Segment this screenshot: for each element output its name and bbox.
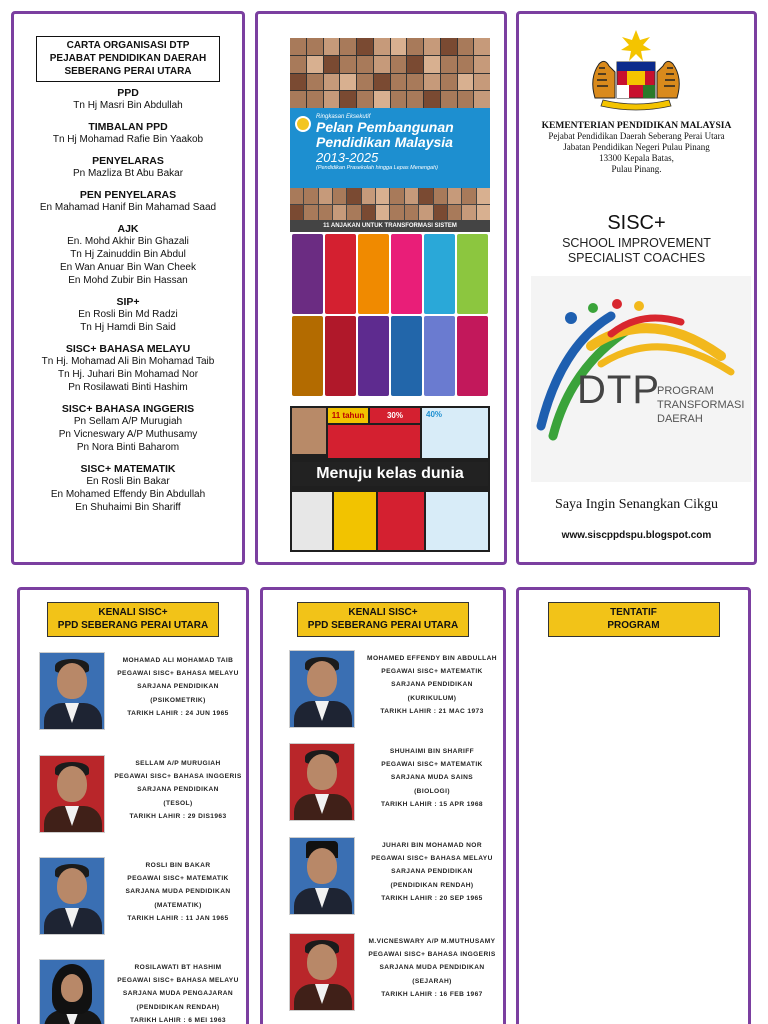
tentatif-header: TENTATIF PROGRAM xyxy=(548,602,720,637)
transformation-tile xyxy=(358,316,389,396)
staff-info-line: TARIKH LAHIR : 16 FEB 1967 xyxy=(381,990,483,998)
staff-info-line: (PENDIDIKAN RENDAH) xyxy=(136,1003,220,1011)
student-face-thumb xyxy=(304,205,317,221)
org-member-name: Tn Hj. Juhari Bin Mohamad Nor xyxy=(57,369,199,380)
student-face-thumb xyxy=(448,205,461,221)
staff-profile xyxy=(263,650,503,730)
student-face-thumb xyxy=(307,56,323,73)
transformation-tile xyxy=(424,316,455,396)
staff-info-line: TARIKH LAHIR : 20 SEP 1965 xyxy=(381,894,483,902)
stat-percent-2: 40% xyxy=(422,408,488,458)
student-face-thumb xyxy=(391,38,407,55)
photo-face xyxy=(307,754,337,790)
org-role-title: PENYELARAS xyxy=(92,155,164,167)
org-member-name: En Wan Anuar Bin Wan Cheek xyxy=(60,262,196,273)
staff-info-line: ROSLI BIN BAKAR xyxy=(145,862,211,869)
org-role-title: SISC+ MATEMATIK xyxy=(80,463,176,475)
staff-photo xyxy=(39,755,105,833)
student-face-thumb xyxy=(376,188,389,204)
student-face-thumb xyxy=(374,56,390,73)
tagline: Saya Ingin Senangkan Cikgu xyxy=(555,497,718,512)
staff-photo xyxy=(39,857,105,935)
kenali-header: KENALI SISC+ PPD SEBERANG PERAI UTARA xyxy=(297,602,469,637)
student-face-thumb xyxy=(319,205,332,221)
photo-face xyxy=(61,974,83,1002)
staff-info-line: PEGAWAI SISC+ MATEMATIK xyxy=(381,668,483,676)
student-face-thumb xyxy=(391,91,407,108)
student-face-thumb xyxy=(474,56,490,73)
staff-info-line: JUHARI BIN MOHAMAD NOR xyxy=(381,842,482,849)
student-face-thumb xyxy=(424,91,440,108)
staff-info-line: TARIKH LAHIR : 6 MEI 1963 xyxy=(130,1016,226,1024)
student-face-thumb xyxy=(374,74,390,91)
student-face-thumb xyxy=(441,56,457,73)
staff-info-line: MOHAMAD ALI MOHAMAD TAIB xyxy=(122,657,234,664)
staff-info-line: SARJANA PENDIDIKAN xyxy=(391,868,473,876)
staff-photo xyxy=(289,650,355,728)
staff-photo xyxy=(39,959,105,1024)
staff-profile xyxy=(20,652,246,732)
student-face-thumb xyxy=(434,188,447,204)
transformation-tile xyxy=(391,316,422,396)
student-face-thumb xyxy=(458,56,474,73)
student-face-thumb xyxy=(458,74,474,91)
student-face-thumb xyxy=(362,205,375,221)
staff-info-line: SARJANA MUDA PENDIDIKAN xyxy=(125,888,231,896)
staff-info-line: SHUHAIMI BIN SHARIFF xyxy=(389,748,475,755)
student-face-thumb xyxy=(441,91,457,108)
minister-photo xyxy=(292,408,326,454)
transformation-tile xyxy=(325,316,356,396)
staff-info-line: PEGAWAI SISC+ MATEMATIK xyxy=(127,875,229,883)
org-member-name: En Shuhaimi Bin Shariff xyxy=(75,502,181,513)
staff-info-line: SARJANA PENDIDIKAN xyxy=(137,683,219,691)
org-member-name: Pn Rosilawati Binti Hashim xyxy=(68,382,188,393)
org-member-name: Pn Sellam A/P Murugiah xyxy=(73,416,183,427)
photo-face xyxy=(307,661,337,697)
student-face-thumb xyxy=(347,205,360,221)
staff-info-line: (PENDIDIKAN RENDAH) xyxy=(390,881,474,889)
student-face-thumb xyxy=(290,56,306,73)
student-face-thumb xyxy=(407,74,423,91)
org-member-name: Tn Hj Zainuddin Bin Abdul xyxy=(70,249,186,260)
student-face-thumb xyxy=(419,205,432,221)
student-faces-collage xyxy=(290,38,490,108)
photo-face xyxy=(307,944,337,980)
staff-info-line: (MATEMATIK) xyxy=(154,901,202,909)
org-member-name: En Rosli Bin Md Radzi xyxy=(78,309,178,320)
staff-info-line: (SEJARAH) xyxy=(412,977,452,985)
staff-info xyxy=(359,839,505,905)
org-member-name: Pn Vicneswary A/P Muthusamy xyxy=(58,429,198,440)
student-face-thumb xyxy=(474,74,490,91)
student-face-thumb xyxy=(304,188,317,204)
staff-info-line: PEGAWAI SISC+ BAHASA MELAYU xyxy=(117,977,239,985)
student-face-thumb xyxy=(307,91,323,108)
student-face-thumb xyxy=(424,74,440,91)
dtp-program-text: PROGRAM TRANSFORMASI DAERAH xyxy=(657,385,745,425)
dtp-logo-icon xyxy=(531,276,751,482)
student-face-thumb xyxy=(474,38,490,55)
transformation-tile xyxy=(391,234,422,314)
staff-info xyxy=(359,935,505,1001)
staff-info xyxy=(110,961,246,1024)
staff-photo xyxy=(289,933,355,1011)
org-chart-panel xyxy=(11,11,245,565)
student-face-thumb xyxy=(477,205,490,221)
stat-red-box xyxy=(328,425,420,458)
staff-info-line: TARIKH LAHIR : 21 MAC 1973 xyxy=(380,707,484,715)
ministry-logo-icon xyxy=(295,116,311,132)
poster-headline: Menuju kelas dunia xyxy=(292,462,488,486)
student-face-thumb xyxy=(458,38,474,55)
blog-url: www.siscppdspu.blogspot.com xyxy=(561,530,712,541)
student-face-thumb xyxy=(441,38,457,55)
org-member-name: Pn Nora Binti Baharom xyxy=(76,442,180,453)
staff-info-line: MOHAMED EFFENDY BIN ABDULLAH xyxy=(367,655,497,662)
student-face-thumb xyxy=(462,205,475,221)
kenali-sisc-panel-left xyxy=(17,587,249,1024)
staff-profile xyxy=(263,933,503,1013)
stat-box-b xyxy=(334,492,376,550)
staff-photo xyxy=(289,837,355,915)
student-face-thumb xyxy=(474,91,490,108)
student-face-thumb xyxy=(324,56,340,73)
transformation-tile xyxy=(292,316,323,396)
org-member-name: En Mohd Zubir Bin Hassan xyxy=(68,275,188,286)
student-face-thumb xyxy=(340,91,356,108)
student-face-thumb xyxy=(357,38,373,55)
org-member-name: En Mohamed Effendy Bin Abdullah xyxy=(50,489,206,500)
staff-info xyxy=(110,654,246,720)
staff-info xyxy=(359,652,505,718)
transformation-tile xyxy=(424,234,455,314)
kenali-sisc-panel-right xyxy=(260,587,506,1024)
student-face-thumb xyxy=(419,188,432,204)
student-face-thumb xyxy=(407,38,423,55)
staff-profile xyxy=(263,837,503,917)
student-face-thumb xyxy=(333,188,346,204)
stat-box-c xyxy=(378,492,424,550)
student-face-thumb xyxy=(290,91,306,108)
org-chart-title: CARTA ORGANISASI DTP PEJABAT PENDIDIKAN DAERAH SEBERANG PERAI UTARA xyxy=(36,36,220,82)
student-face-thumb xyxy=(357,91,373,108)
student-face-thumb xyxy=(407,56,423,73)
staff-info-line: TARIKH LAHIR : 29 DIS1963 xyxy=(129,812,227,820)
org-role-title: TIMBALAN PPD xyxy=(88,121,168,133)
org-role-title: SISC+ BAHASA MELAYU xyxy=(65,343,191,355)
staff-profile xyxy=(20,857,246,937)
staff-info-line: TARIKH LAHIR : 11 JAN 1965 xyxy=(127,914,229,922)
student-face-thumb xyxy=(448,188,461,204)
transformation-tile xyxy=(457,316,488,396)
tiles-header: 11 ANJAKAN UNTUK TRANSFORMASI SISTEM xyxy=(290,220,490,232)
org-role-title: AJK xyxy=(117,223,139,235)
student-face-thumb xyxy=(424,38,440,55)
org-role-title: SIP+ xyxy=(116,296,140,308)
transformation-tiles xyxy=(290,232,490,398)
staff-info xyxy=(359,745,505,811)
student-face-thumb xyxy=(290,188,303,204)
org-role-title: PPD xyxy=(117,87,139,99)
staff-photo xyxy=(39,652,105,730)
student-face-thumb xyxy=(407,91,423,108)
staff-info-line: SARJANA MUDA PENGAJARAN xyxy=(122,990,234,998)
staff-info xyxy=(110,859,246,925)
student-face-thumb xyxy=(376,205,389,221)
stat-box-a xyxy=(292,492,332,550)
student-face-thumb xyxy=(307,74,323,91)
staff-photo xyxy=(289,743,355,821)
staff-profile xyxy=(20,959,246,1024)
staff-info-line: TARIKH LAHIR : 15 APR 1968 xyxy=(381,800,483,808)
student-face-thumb xyxy=(319,188,332,204)
student-face-thumb xyxy=(462,188,475,204)
student-face-thumb xyxy=(290,74,306,91)
pppm-poster xyxy=(290,38,490,548)
photo-face xyxy=(57,663,87,699)
org-member-name: En Rosli Bin Bakar xyxy=(86,476,170,487)
staff-info-line: (PSIKOMETRIK) xyxy=(150,696,206,704)
org-member-name: Tn Hj Masri Bin Abdullah xyxy=(73,100,183,111)
stat-years: 11 tahun xyxy=(328,408,368,423)
poster-stats-block xyxy=(290,406,490,552)
staff-info-line: SARJANA PENDIDIKAN xyxy=(137,786,219,794)
staff-info-line: M.VICNESWARY A/P M.MUTHUSAMY xyxy=(368,938,496,945)
ministry-address: KEMENTERIAN PENDIDIKAN MALAYSIA Pejabat Pendidikan Daerah Seberang Perai Utara Jabatan Pendidikan Negeri Pulau Pinang 13300 Kepala Batas, Pulau Pinang. xyxy=(541,121,732,174)
transformation-tile xyxy=(292,234,323,314)
staff-info-line: SELLAM A/P MURUGIAH xyxy=(135,760,221,767)
student-face-thumb xyxy=(324,74,340,91)
malaysia-coat-of-arms-icon xyxy=(581,28,691,114)
student-face-thumb xyxy=(405,188,418,204)
staff-info-line: PEGAWAI SISC+ BAHASA INGGERIS xyxy=(368,951,496,959)
student-face-thumb xyxy=(340,56,356,73)
pppm-poster-panel xyxy=(255,11,507,565)
staff-info-line: SARJANA MUDA SAINS xyxy=(390,774,474,782)
student-face-thumb xyxy=(362,188,375,204)
student-face-thumb xyxy=(340,74,356,91)
poster-title-block: Ringkasan Eksekutif Pelan Pembangunan Pendidikan Malaysia 2013-2025 (Pendidikan Prasekolah hingga Lepas Menengah) xyxy=(290,108,490,188)
student-face-thumb xyxy=(390,205,403,221)
org-member-name: En Mahamad Hanif Bin Mahamad Saad xyxy=(39,202,217,213)
staff-info-line: (TESOL) xyxy=(163,799,193,807)
staff-info-line: ROSILAWATI BT HASHIM xyxy=(134,964,222,971)
photo-face xyxy=(307,848,337,884)
transformation-tile xyxy=(457,234,488,314)
staff-info-line: SARJANA MUDA PENDIDIKAN xyxy=(379,964,485,972)
org-member-name: Tn Hj Mohamad Rafie Bin Yaakob xyxy=(52,134,204,145)
student-face-thumb xyxy=(324,38,340,55)
org-member-name: Pn Mazliza Bt Abu Bakar xyxy=(72,168,184,179)
student-face-thumb xyxy=(357,56,373,73)
staff-info-line: PEGAWAI SISC+ BAHASA INGGERIS xyxy=(114,773,242,781)
staff-info-line: TARIKH LAHIR : 24 JUN 1965 xyxy=(127,709,229,717)
student-face-thumb xyxy=(391,56,407,73)
student-face-thumb xyxy=(333,205,346,221)
org-role-title: PEN PENYELARAS xyxy=(79,189,177,201)
student-face-thumb xyxy=(374,38,390,55)
staff-profile xyxy=(20,755,246,835)
sisc-subtitle: SCHOOL IMPROVEMENT SPECIALIST COACHES xyxy=(562,236,711,265)
student-faces-strip xyxy=(290,188,490,220)
staff-profile xyxy=(263,743,503,823)
student-face-thumb xyxy=(290,205,303,221)
student-face-thumb xyxy=(441,74,457,91)
org-member-name: Tn Hj Hamdi Bin Said xyxy=(80,322,176,333)
transformation-tile xyxy=(358,234,389,314)
staff-info-line: PEGAWAI SISC+ BAHASA MELAYU xyxy=(371,855,493,863)
student-face-thumb xyxy=(405,205,418,221)
student-face-thumb xyxy=(434,205,447,221)
student-face-thumb xyxy=(324,91,340,108)
staff-info xyxy=(110,757,246,823)
photo-face xyxy=(57,766,87,802)
kenali-header: KENALI SISC+ PPD SEBERANG PERAI UTARA xyxy=(47,602,219,637)
org-member-name: En. Mohd Akhir Bin Ghazali xyxy=(67,236,189,247)
org-member-name: Tn Hj. Mohamad Ali Bin Mohamad Taib xyxy=(41,356,215,367)
student-face-thumb xyxy=(390,188,403,204)
student-face-thumb xyxy=(374,91,390,108)
student-face-thumb xyxy=(458,91,474,108)
staff-info-line: (KURIKULUM) xyxy=(407,694,457,702)
tentatif-panel xyxy=(516,587,751,1024)
transformation-tile xyxy=(325,234,356,314)
staff-info-line: (BIOLOGI) xyxy=(414,787,450,795)
staff-info-line: PEGAWAI SISC+ MATEMATIK xyxy=(381,761,483,769)
student-face-thumb xyxy=(347,188,360,204)
stat-box-d xyxy=(426,492,488,550)
stat-percent: 30% xyxy=(370,408,420,423)
student-face-thumb xyxy=(391,74,407,91)
student-face-thumb xyxy=(477,188,490,204)
org-role-title: SISC+ BAHASA INGGERIS xyxy=(61,403,195,415)
cover-panel xyxy=(516,11,757,565)
student-face-thumb xyxy=(307,38,323,55)
dtp-wordmark: DTP xyxy=(577,368,660,412)
org-chart-list xyxy=(14,87,242,514)
student-face-thumb xyxy=(357,74,373,91)
student-face-thumb xyxy=(424,56,440,73)
photo-face xyxy=(57,868,87,904)
staff-info-line: SARJANA PENDIDIKAN xyxy=(391,681,473,689)
student-face-thumb xyxy=(340,38,356,55)
sisc-title: SISC+ xyxy=(607,212,666,234)
student-face-thumb xyxy=(290,38,306,55)
staff-info-line: PEGAWAI SISC+ BAHASA MELAYU xyxy=(117,670,239,678)
